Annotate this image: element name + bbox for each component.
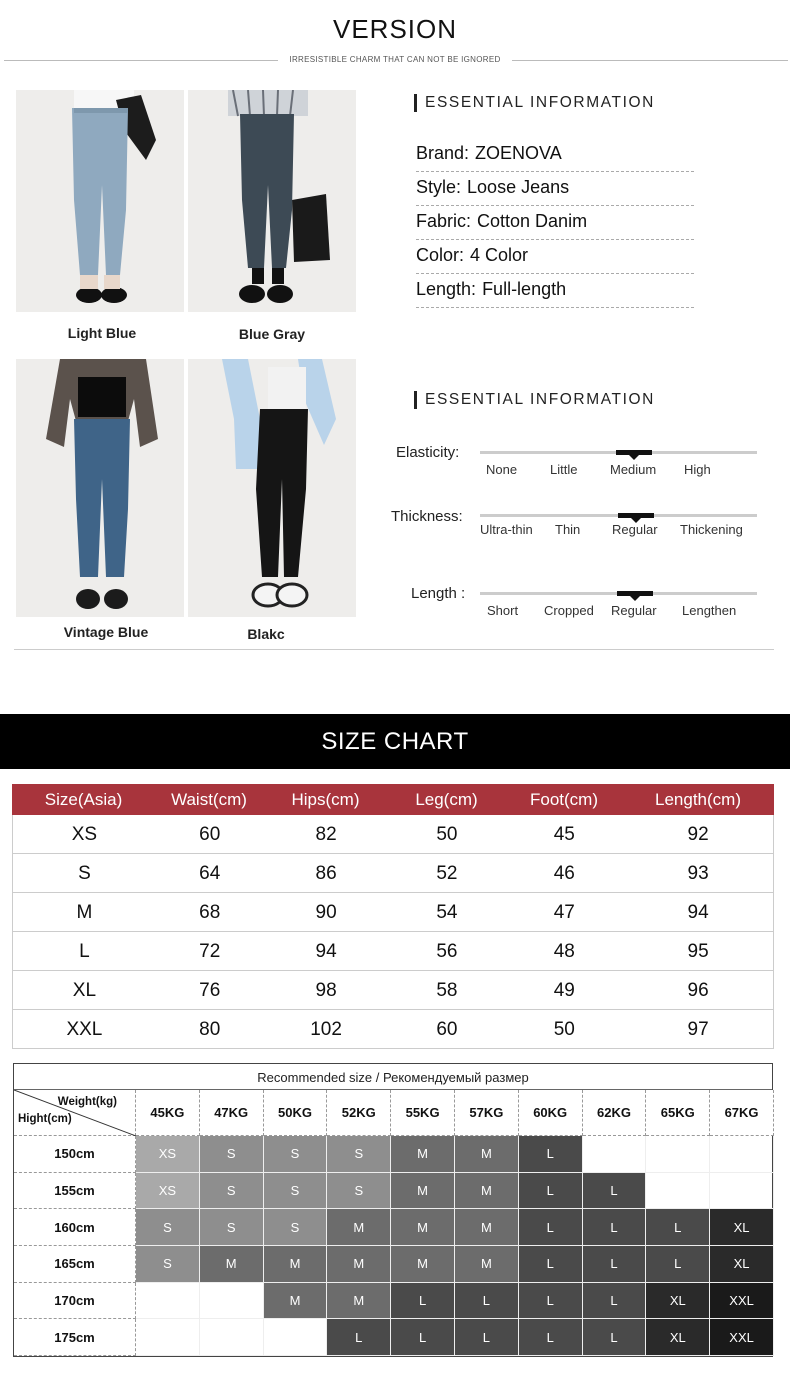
scale-option: Regular <box>612 522 658 537</box>
table-row <box>12 932 774 971</box>
table-cell: 50 <box>436 824 458 845</box>
size-cell: XL <box>710 1209 774 1246</box>
info-row <box>416 172 694 206</box>
column-header: Foot(cm) <box>530 790 598 809</box>
size-cell: L <box>583 1246 647 1283</box>
size-cell <box>646 1136 710 1173</box>
table-cell: 48 <box>553 941 575 962</box>
table-cell: 47 <box>553 902 575 923</box>
size-cell: L <box>583 1319 647 1356</box>
size-cell <box>710 1136 774 1173</box>
scale-option: Cropped <box>544 603 594 618</box>
weight-header: 55KG <box>391 1090 455 1136</box>
info-value: ZOENOVA <box>475 143 562 163</box>
info-row <box>416 138 694 172</box>
column-header: Waist(cm) <box>171 790 247 809</box>
section-divider <box>14 649 774 650</box>
size-cell: M <box>455 1173 519 1210</box>
section-heading: ESSENTIAL INFORMATION <box>414 391 655 409</box>
scale-option: Short <box>487 603 519 618</box>
info-key: Style: <box>416 177 462 197</box>
info-key: Color: <box>416 245 465 265</box>
table-cell: XS <box>71 824 98 845</box>
size-cell: L <box>391 1319 455 1356</box>
size-cell: M <box>327 1246 391 1283</box>
section-heading: ESSENTIAL INFORMATION <box>414 94 655 112</box>
variant-label: Light Blue <box>67 325 137 341</box>
variant-label: Blue Gray <box>238 326 306 342</box>
height-axis-label: Hight(cm) <box>18 1113 72 1125</box>
info-key: Fabric: <box>416 211 472 231</box>
scale-selected-marker <box>618 513 654 518</box>
table-cell: 97 <box>687 1019 709 1040</box>
size-cell: L <box>455 1283 519 1320</box>
size-cell: L <box>391 1283 455 1320</box>
variant-photo-vintage-blue[interactable] <box>16 359 184 617</box>
info-key: Length: <box>416 279 477 299</box>
table-cell: 56 <box>436 941 458 962</box>
info-row <box>416 240 694 274</box>
size-cell: M <box>327 1283 391 1320</box>
size-cell: L <box>646 1209 710 1246</box>
variant-label: Blakc <box>247 626 285 642</box>
size-cell: S <box>200 1209 264 1246</box>
size-cell: S <box>327 1173 391 1210</box>
size-cell <box>136 1319 200 1356</box>
table-cell: S <box>78 863 91 884</box>
table-cell: 98 <box>315 980 337 1001</box>
table-cell: 102 <box>310 1019 342 1040</box>
size-cell: M <box>200 1246 264 1283</box>
table-cell: 60 <box>199 824 221 845</box>
table-cell: 64 <box>199 863 221 884</box>
recommended-size-table <box>13 1063 773 1357</box>
size-cell <box>200 1319 264 1356</box>
height-header: 150cm <box>14 1136 136 1173</box>
weight-header: 65KG <box>646 1090 710 1136</box>
table-cell: 82 <box>315 824 337 845</box>
scale-label: Elasticity: <box>396 444 460 461</box>
table-row <box>12 1010 774 1049</box>
size-cell: M <box>391 1173 455 1210</box>
weight-header: 62KG <box>583 1090 647 1136</box>
table-cell: 49 <box>553 980 575 1001</box>
size-cell: S <box>264 1209 328 1246</box>
page-title: VERSION <box>332 14 458 44</box>
scale-selected-marker <box>617 591 653 596</box>
page-subtitle: IRRESISTIBLE CHARM THAT CAN NOT BE IGNORED <box>289 55 501 64</box>
scale-option: Lengthen <box>682 603 737 618</box>
size-cell: S <box>136 1246 200 1283</box>
size-cell <box>583 1136 647 1173</box>
size-cell: XS <box>136 1173 200 1210</box>
size-table <box>12 784 774 1049</box>
table-cell: 90 <box>315 902 337 923</box>
table-cell: 58 <box>436 980 458 1001</box>
size-cell: XS <box>136 1136 200 1173</box>
size-cell: XL <box>646 1283 710 1320</box>
table-cell: 60 <box>436 1019 458 1040</box>
weight-header: 57KG <box>455 1090 519 1136</box>
table-cell: 94 <box>687 902 709 923</box>
size-cell: L <box>519 1283 583 1320</box>
size-cell: M <box>391 1246 455 1283</box>
table-cell: 46 <box>553 863 575 884</box>
height-header: 165cm <box>14 1246 136 1283</box>
table-row <box>12 854 774 893</box>
jeans-illustration <box>188 359 356 617</box>
table-row <box>12 893 774 932</box>
table-cell: 54 <box>436 902 458 923</box>
weight-header: 52KG <box>327 1090 391 1136</box>
size-cell: S <box>264 1136 328 1173</box>
size-cell <box>264 1319 328 1356</box>
size-cell: XXL <box>710 1319 774 1356</box>
weight-header: 50KG <box>264 1090 328 1136</box>
size-cell: XXL <box>710 1283 774 1320</box>
info-value: Loose Jeans <box>467 177 570 197</box>
size-cell: S <box>200 1136 264 1173</box>
size-cell: S <box>200 1173 264 1210</box>
info-row <box>416 274 694 308</box>
column-header: Length(cm) <box>655 790 741 809</box>
info-key: Brand: <box>416 143 470 163</box>
table-cell: 94 <box>315 941 337 962</box>
size-cell: L <box>646 1246 710 1283</box>
scale-option: Ultra-thin <box>480 522 533 537</box>
column-header: Leg(cm) <box>415 790 478 809</box>
size-cell: M <box>391 1209 455 1246</box>
recommended-title: Recommended size / Рекомендуемый размер <box>14 1064 772 1090</box>
size-cell <box>200 1283 264 1320</box>
table-cell: 76 <box>199 980 221 1001</box>
size-cell: L <box>519 1173 583 1210</box>
variant-photo-black[interactable] <box>188 359 356 617</box>
size-cell: S <box>327 1136 391 1173</box>
table-cell: 80 <box>199 1019 221 1040</box>
size-cell: L <box>519 1319 583 1356</box>
scale-option: Little <box>550 462 578 477</box>
height-header: 155cm <box>14 1173 136 1210</box>
size-cell <box>646 1173 710 1210</box>
scale-option: Medium <box>610 462 657 477</box>
size-cell: L <box>519 1209 583 1246</box>
height-header: 170cm <box>14 1283 136 1320</box>
table-cell: 45 <box>553 824 575 845</box>
size-cell: L <box>583 1209 647 1246</box>
table-row <box>12 971 774 1010</box>
size-cell: M <box>455 1209 519 1246</box>
size-cell: M <box>455 1136 519 1173</box>
table-cell: 96 <box>687 980 709 1001</box>
jeans-illustration <box>188 90 356 312</box>
size-cell: M <box>327 1209 391 1246</box>
size-cell: M <box>264 1283 328 1320</box>
size-cell: M <box>455 1246 519 1283</box>
table-row <box>12 815 774 854</box>
size-chart-banner: SIZE CHART <box>0 714 790 769</box>
scale-option: High <box>684 462 711 477</box>
size-cell: L <box>519 1246 583 1283</box>
weight-header: 67KG <box>710 1090 774 1136</box>
size-cell: XL <box>646 1319 710 1356</box>
variant-photo-blue-gray[interactable] <box>188 90 356 312</box>
variant-label: Vintage Blue <box>63 624 149 640</box>
weight-header: 45KG <box>136 1090 200 1136</box>
table-cell: 95 <box>687 941 709 962</box>
table-cell: XXL <box>66 1019 103 1040</box>
scale-option: Thickening <box>680 522 743 537</box>
jeans-illustration <box>16 359 184 617</box>
size-cell: S <box>264 1173 328 1210</box>
size-cell: XL <box>710 1246 774 1283</box>
size-cell: L <box>583 1283 647 1320</box>
size-cell: M <box>264 1246 328 1283</box>
grid-corner-header <box>14 1090 136 1136</box>
size-table-header <box>12 784 774 815</box>
scale-option: None <box>486 462 518 477</box>
table-cell: 68 <box>199 902 221 923</box>
info-value: Cotton Danim <box>477 211 588 231</box>
info-value: 4 Color <box>470 245 529 265</box>
height-header: 175cm <box>14 1319 136 1356</box>
table-cell: M <box>76 902 93 923</box>
jeans-illustration <box>16 90 184 312</box>
scale-label: Thickness: <box>391 508 463 525</box>
info-row <box>416 206 694 240</box>
height-header: 160cm <box>14 1209 136 1246</box>
scale-option: Regular <box>611 603 657 618</box>
weight-header: 60KG <box>519 1090 583 1136</box>
size-cell <box>710 1173 774 1210</box>
size-cell: L <box>583 1173 647 1210</box>
size-cell: S <box>136 1209 200 1246</box>
variant-photo-light-blue[interactable] <box>16 90 184 312</box>
table-cell: L <box>79 941 90 962</box>
size-cell <box>136 1283 200 1320</box>
size-cell: L <box>519 1136 583 1173</box>
scale-label: Length : <box>411 585 466 602</box>
table-cell: 50 <box>553 1019 575 1040</box>
table-cell: 72 <box>199 941 221 962</box>
column-header: Hips(cm) <box>291 790 360 809</box>
table-cell: 93 <box>687 863 709 884</box>
size-cell: M <box>391 1136 455 1173</box>
size-cell: L <box>327 1319 391 1356</box>
scale-option: Thin <box>555 522 581 537</box>
table-cell: 86 <box>315 863 337 884</box>
scale-selected-marker <box>616 450 652 455</box>
info-value: Full-length <box>482 279 567 299</box>
table-cell: 92 <box>687 824 709 845</box>
table-cell: 52 <box>436 863 458 884</box>
size-cell: L <box>455 1319 519 1356</box>
weight-axis-label: Weight(kg) <box>57 1096 117 1108</box>
table-cell: XL <box>72 980 97 1001</box>
column-header: Size(Asia) <box>44 790 123 809</box>
weight-header: 47KG <box>200 1090 264 1136</box>
